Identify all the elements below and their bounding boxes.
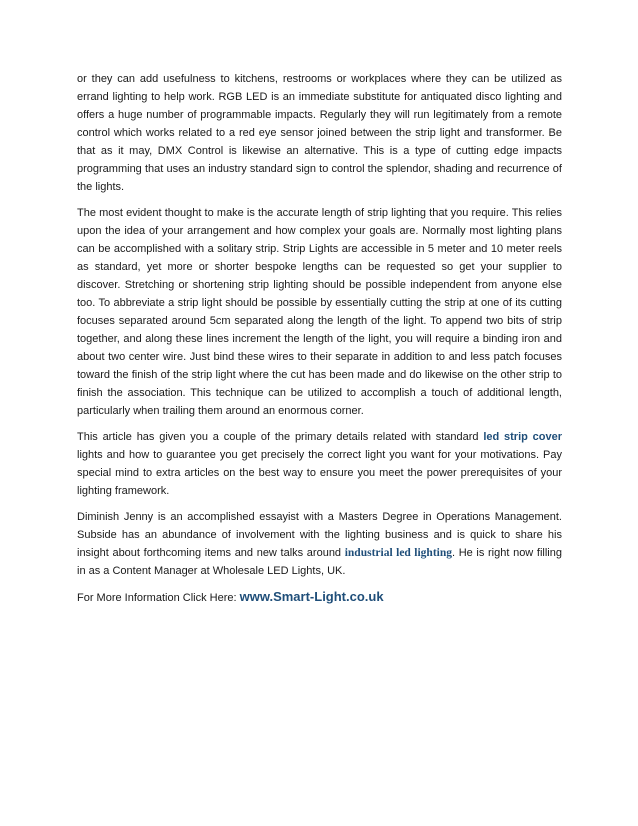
smart-light-website-link[interactable]: www.Smart-Light.co.uk bbox=[239, 589, 384, 604]
paragraph-strip-length: The most evident thought to make is the accurate length of strip lighting that you require. This relies upon the idea of your arrangement and how complex your goals are. Normally most lighting plans can be accomplished with a solitary strip. Strip Lights are accessible in 5 meter and 10 meter reels as standard, yet more or shorter bespoke lengths can be requested so get your supplier to discover. Stretching or shortening strip lighting should be possible independent from anyone else too. To abbreviate a strip light should be possible by essentially cutting the strip at one of its cutting focuses separated around 5cm separated along the length of the light. To append two bits of strip together, and along these lines increment the length of the light, you will require a binding iron and about two center wire. Just bind these wires to their separate in addition to and less patch focuses toward the finish of the strip light where the cut has been made and do likewise on the other strip to finish the association. This technique can be utilized to accomplish a touch of additional length, particularly when trailing them around an enormous corner. bbox=[77, 207, 562, 417]
more-info-label: For More Information Click Here: bbox=[77, 592, 240, 604]
industrial-led-lighting-link[interactable]: industrial led lighting bbox=[344, 547, 452, 559]
paragraph-summary-text-end: lights and how to guarantee you get precisely the correct light you want for your motivations. Pay special mind to extra articles on the best way to ensure you meet the power prerequisites of your lighting framework. bbox=[77, 449, 562, 497]
document-page bbox=[77, 70, 562, 615]
led-strip-cover-link[interactable]: led strip cover bbox=[483, 431, 562, 443]
paragraph-summary bbox=[77, 428, 562, 500]
paragraph-author-bio-text-end: . He is right now filling in as a Content Manager at Wholesale LED Lights, UK. bbox=[77, 547, 562, 577]
paragraph-summary-text-start: This article has given you a couple of the primary details related with standard bbox=[77, 431, 484, 443]
more-info-line bbox=[77, 588, 562, 607]
paragraph-author-bio bbox=[77, 508, 562, 580]
paragraph-lighting-effects: or they can add usefulness to kitchens, restrooms or workplaces where they can be utilized as errand lighting to help work. RGB LED is an immediate substitute for antiquated disco lighting and offers a huge number of programmable impacts. Regularly they will run legitimately from a remote control which works related to a red eye sensor joined between the strip light and transformer. Be that as it may, DMX Control is likewise an alternative. This is a type of cutting edge impacts programming that uses an industry standard sign to control the splendor, shading and recurrence of the lights. bbox=[77, 73, 562, 193]
paragraph-author-bio-text-start: Diminish Jenny is an accomplished essayist with a Masters Degree in Operations Management. Subside has an abundance of involvement with the lighting business and is quick to share his insight about forthcoming items and new talks around bbox=[77, 511, 562, 559]
